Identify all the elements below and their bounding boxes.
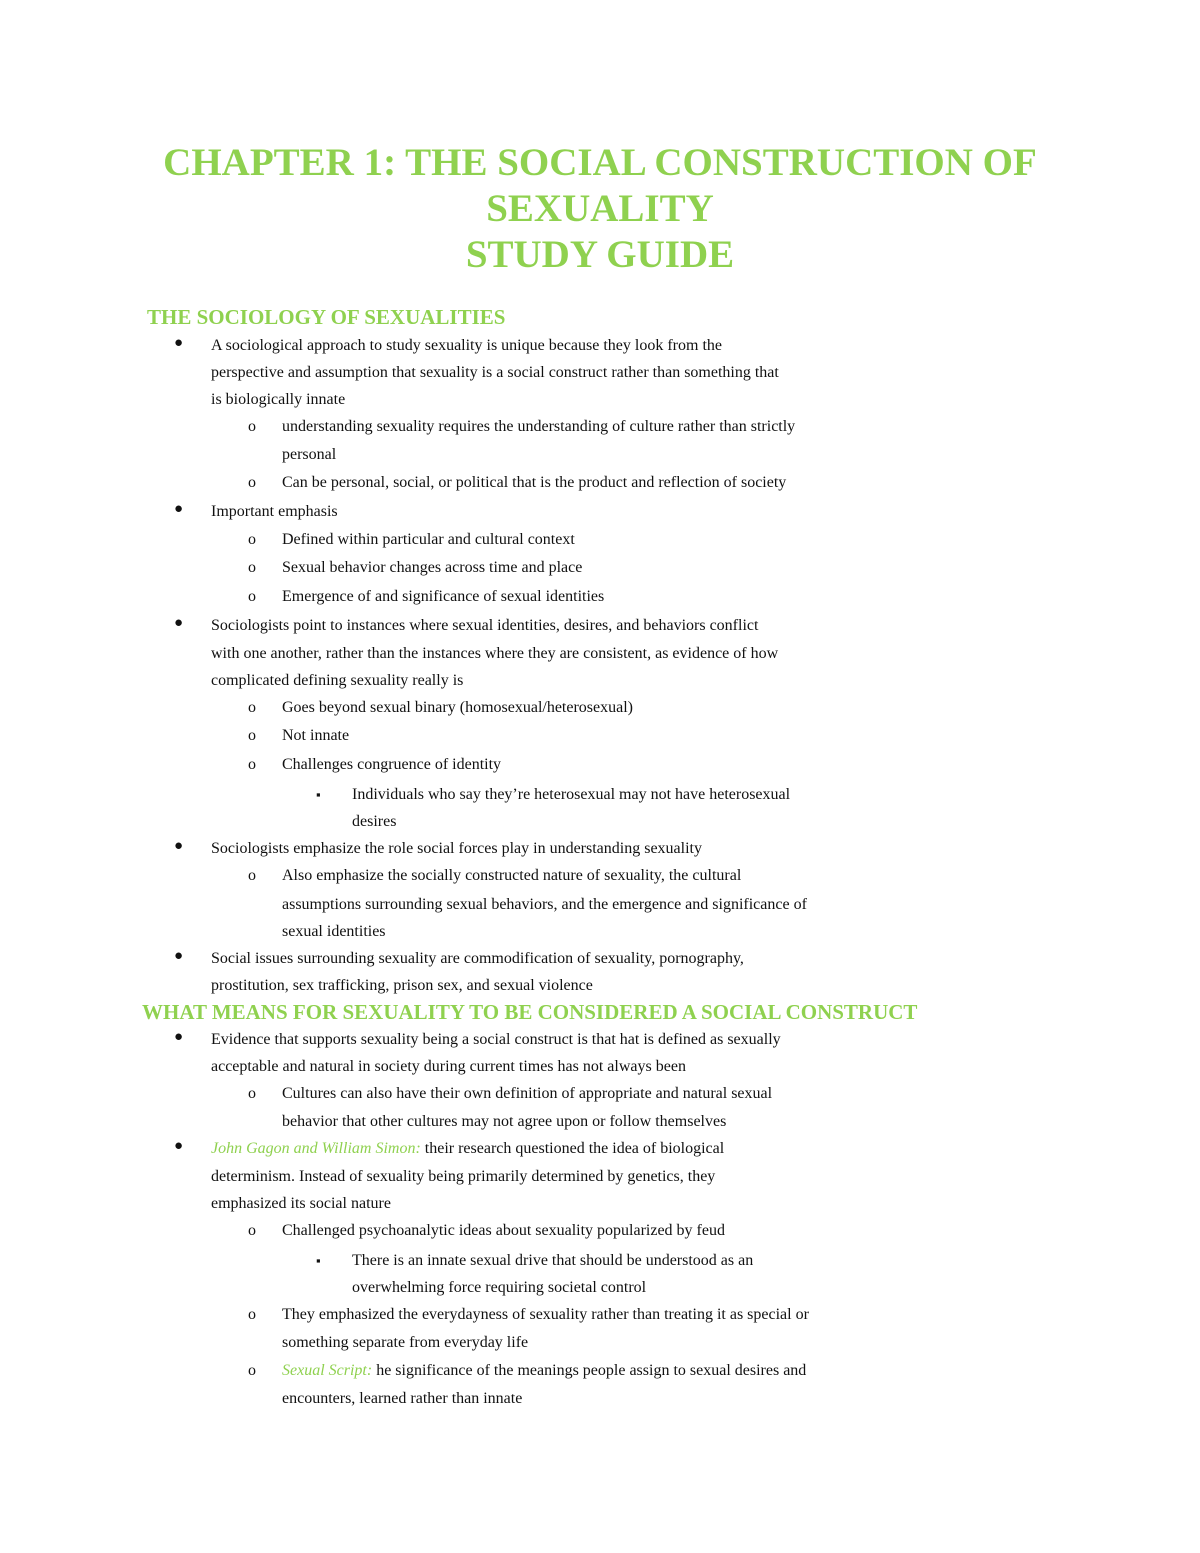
sub-bullet-text: Challenged psychoanalytic ideas about sexuality popularized by feud [282,1222,725,1239]
bullet-text: Sociologists emphasize the role social forces play in understanding sexuality [211,840,702,857]
sub-bullet-marker: o [248,474,256,491]
sub-bullet-text: Cultures can also have their own definition of appropriate and natural sexual [282,1085,773,1102]
bullet-marker: ● [174,1138,184,1154]
sub-bullet-text [282,1357,806,1385]
sub-bullet-text: encounters, learned rather than innate [282,1390,523,1407]
bullet-marker: ● [174,838,184,854]
section-heading-sociology: THE SOCIOLOGY OF SEXUALITIES [147,305,506,329]
bullet-marker: ● [174,615,184,631]
bullet-marker: ● [174,1029,184,1045]
sexual-script-term: Sexual Script: [282,1362,373,1379]
sub-bullet-text: assumptions surrounding sexual behaviors, and the emergence and significance of [282,896,807,913]
bullet-marker: ● [174,501,184,517]
sub-bullet-marker: o [248,1085,256,1102]
sub-bullet-marker: o [248,699,256,716]
bullet-text-rest: their research questioned the idea of biological [420,1140,725,1157]
bullet-text: A sociological approach to study sexuality is unique because they look from the [211,337,722,354]
sub-bullet-text: behavior that other cultures may not agree upon or follow themselves [282,1113,727,1130]
sub-bullet-marker: o [248,756,256,773]
researcher-names: John Gagon and William Simon: [211,1140,421,1157]
sub-bullet-text: They emphasized the everydayness of sexuality rather than treating it as special or [282,1306,809,1323]
bullet-marker: ● [174,948,184,964]
sub-bullet-text: Sexual behavior changes across time and place [282,559,583,576]
bullet-text: is biologically innate [211,391,346,408]
sub-bullet-text: Goes beyond sexual binary (homosexual/heterosexual) [282,699,634,716]
tertiary-bullet-text: desires [352,813,397,830]
bullet-text: with one another, rather than the instances where they are consistent, as evidence of how [211,645,779,662]
sub-bullet-text-rest: he significance of the meanings people assign to sexual desires and [372,1362,807,1379]
sub-bullet-text: something separate from everyday life [282,1334,529,1351]
bullet-text: Evidence that supports sexuality being a social construct is that hat is defined as sexually [211,1031,781,1048]
sub-bullet-text: Challenges congruence of identity [282,756,502,773]
bullet-text: Important emphasis [211,503,338,520]
bullet-text: emphasized its social nature [211,1195,391,1212]
bullet-text: Sociologists point to instances where sexual identities, desires, and behaviors conflict [211,617,759,634]
sub-bullet-text: Defined within particular and cultural context [282,531,575,548]
sub-bullet-text: understanding sexuality requires the understanding of culture rather than strictly [282,418,796,435]
bullet-text: determinism. Instead of sexuality being primarily determined by genetics, they [211,1168,716,1185]
sub-bullet-marker: o [248,1222,256,1239]
bullet-text [211,1135,724,1163]
tertiary-bullet-text: overwhelming force requiring societal control [352,1279,647,1296]
sub-bullet-text: personal [282,446,337,463]
tertiary-bullet-text: There is an innate sexual drive that should be understood as an [352,1252,754,1269]
title-line-3: STUDY GUIDE [465,233,735,276]
bullet-marker: ● [174,335,184,351]
bullet-text: prostitution, sex trafficking, prison sex, and sexual violence [211,977,593,994]
title-line-1: CHAPTER 1: THE SOCIAL CONSTRUCTION OF [163,141,1037,184]
tertiary-bullet-text: Individuals who say they’re heterosexual may not have heterosexual [352,786,791,803]
section-heading-social-construct: WHAT MEANS FOR SEXUALITY TO BE CONSIDERED A SOCIAL CONSTRUCT [142,1000,918,1024]
title-line-2: SEXUALITY [486,187,714,230]
bullet-text: acceptable and natural in society during current times has not always been [211,1058,686,1075]
sub-bullet-text: Also emphasize the socially constructed nature of sexuality, the cultural [282,867,742,884]
bullet-text: perspective and assumption that sexuality is a social construct rather than something that [211,364,779,381]
sub-bullet-marker: o [248,1306,256,1323]
square-bullet-marker: ▪ [316,1253,321,1268]
sub-bullet-marker: o [248,588,256,605]
bullet-text: complicated defining sexuality really is [211,672,464,689]
sub-bullet-marker: o [248,559,256,576]
square-bullet-marker: ▪ [316,787,321,802]
sub-bullet-marker: o [248,1362,256,1379]
sub-bullet-marker: o [248,418,256,435]
sub-bullet-marker: o [248,867,256,884]
sub-bullet-text: Emergence of and significance of sexual identities [282,588,605,605]
sub-bullet-text: sexual identities [282,923,386,940]
sub-bullet-text: Can be personal, social, or political that is the product and reflection of society [282,474,787,491]
bullet-text: Social issues surrounding sexuality are commodification of sexuality, pornography, [211,950,744,967]
sub-bullet-marker: o [248,727,256,744]
sub-bullet-text: Not innate [282,727,350,744]
page-title [0,140,1200,278]
sub-bullet-marker: o [248,531,256,548]
